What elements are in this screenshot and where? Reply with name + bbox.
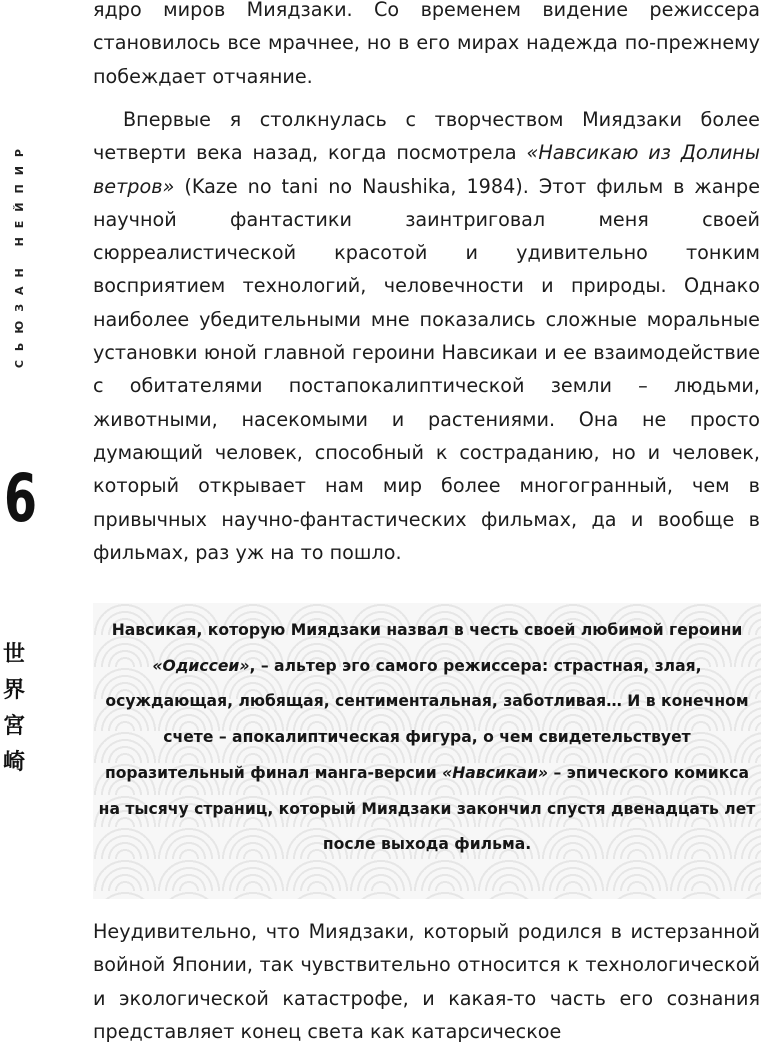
- kanji-char: 崎: [2, 750, 25, 775]
- quote-text: Навсикая, которую Миядзаки назвал в честь своей любимой героини: [111, 621, 743, 639]
- page-number: 6: [4, 460, 38, 537]
- quote-title: «Навсикаи»: [442, 763, 549, 782]
- paragraph-text: Впервые я столкнулась с творчеством Миядзаки более четверти века назад, когда посмотрела: [93, 108, 760, 165]
- kanji-column: [0, 637, 28, 781]
- kanji-char: 世: [2, 642, 25, 667]
- body-paragraph-1: ядро миров Миядзаки. Со временем видение режиссера становилось все мрачнее, но в его мирах надежда по-прежнему побеждает отчаяние.: [93, 0, 760, 88]
- quote-text: , – альтер эго самого режиссера: страстная, злая, осуждающая, любящая, сентиментальная, заботливая… И в конечном счете – апокалиптическая фигура, о чем свидетельствует поразительный финал манга-версии: [104, 656, 749, 782]
- pull-quote-text: [93, 613, 761, 863]
- kanji-char: 宮: [2, 714, 25, 739]
- film-title: «Навсикаю из Долины ветров»: [93, 141, 760, 198]
- pull-quote-box: [93, 603, 761, 899]
- quote-text: – эпического комикса на тысячу страниц, который Миядзаки закончил спустя двенадцать лет после выхода фильма.: [98, 763, 756, 854]
- body-paragraph-3: Неудивительно, что Миядзаки, который родился в истерзанной войной Японии, так чувствительно относится к технологической и экологической катастрофе, и какая-то часть его сознания представляет конец света как катарсическое: [93, 920, 760, 1043]
- body-paragraph-2: [93, 103, 760, 569]
- kanji-char: 界: [2, 678, 25, 703]
- paragraph-text: (Kaze no tani no Naushika, 1984). Этот фильм в жанре научной фантастики заинтриговал меня своей сюрреалистической красотой и удивительно тонким восприятием технологий, человечности и природы. Однако наиболее убедительными мне показались сложные моральные установки юной главной героини Навсикаи и ее взаимодействие с обитателями постапокалиптической земли – людьми, животными, насекомыми и растениями. Она не просто думающий человек, способный к состраданию, но и человек, который открывает нам мир более многогранный, чем в привычных научно-фантастических фильмах, да и вообще в фильмах, раз уж на то пошло.: [93, 174, 760, 564]
- quote-title: «Одиссеи»: [152, 656, 250, 675]
- running-head-author: СЬЮЗАН НЕЙПИР: [13, 140, 26, 369]
